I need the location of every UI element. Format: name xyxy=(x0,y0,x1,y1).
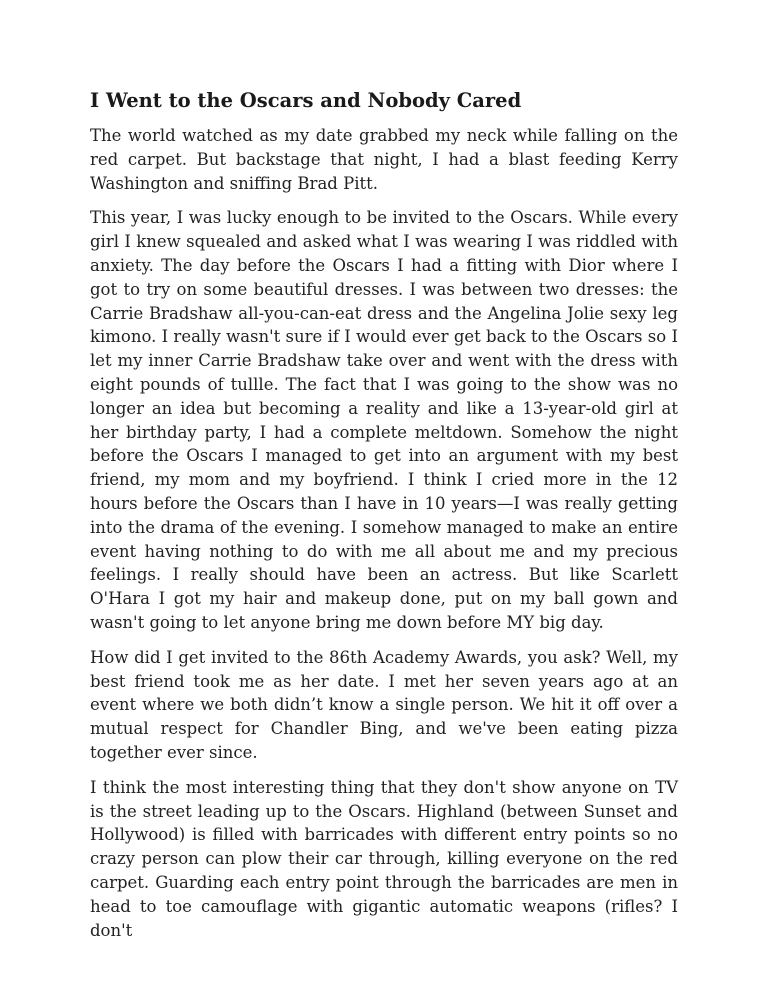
paragraph-1: The world watched as my date grabbed my neck while falling on the red carpet. But backstage that night, I had a blast feeding Kerry Washington and sniffing Brad Pitt. xyxy=(90,126,678,193)
document-page xyxy=(90,88,678,953)
paragraph-2: This year, I was lucky enough to be invited to the Oscars. While every girl I knew squealed and asked what I was wearing I was riddled with anxiety. The day before the Oscars I had a fitting with Dior where I got to try on some beautiful dresses. I was between two dresses: the Carrie Bradshaw all-you-can-eat dress and the Angelina Jolie sexy leg kimono. I really wasn't sure if I would ever get back to the Oscars so I let my inner Carrie Bradshaw take over and went with the dress with eight pounds of tullle. The fact that I was going to the show was no longer an idea but becoming a reality and like a 13-year-old girl at her birthday party, I had a complete meltdown. Somehow the night before the Oscars I managed to get into an argument with my best friend, my mom and my boyfriend. I think I cried more in the 12 hours before the Oscars than I have in 10 years—I was really getting into the drama of the evening. I somehow managed to make an entire event having nothing to do with me all about me and my precious feelings. I really should have been an actress. But like Scarlett O'Hara I got my hair and makeup done, put on my ball gown and wasn't going to let anyone bring me down before MY big day. xyxy=(90,208,678,632)
paragraph-4: I think the most interesting thing that they don't show anyone on TV is the street leading up to the Oscars. Highland (between Sunset and Hollywood) is filled with barricades with different entry points so no crazy person can plow their car through, killing everyone on the red carpet. Guarding each entry point through the barricades are men in head to toe camouflage with gigantic automatic weapons (rifles? I don't xyxy=(90,777,678,940)
paragraph-3: How did I get invited to the 86th Academy Awards, you ask? Well, my best friend took me as her date. I met her seven years ago at an event where we both didn’t know a single person. We hit it off over a mutual respect for Chandler Bing, and we've been eating pizza together ever since. xyxy=(90,647,678,762)
article-title: I Went to the Oscars and Nobody Cared xyxy=(90,89,522,112)
